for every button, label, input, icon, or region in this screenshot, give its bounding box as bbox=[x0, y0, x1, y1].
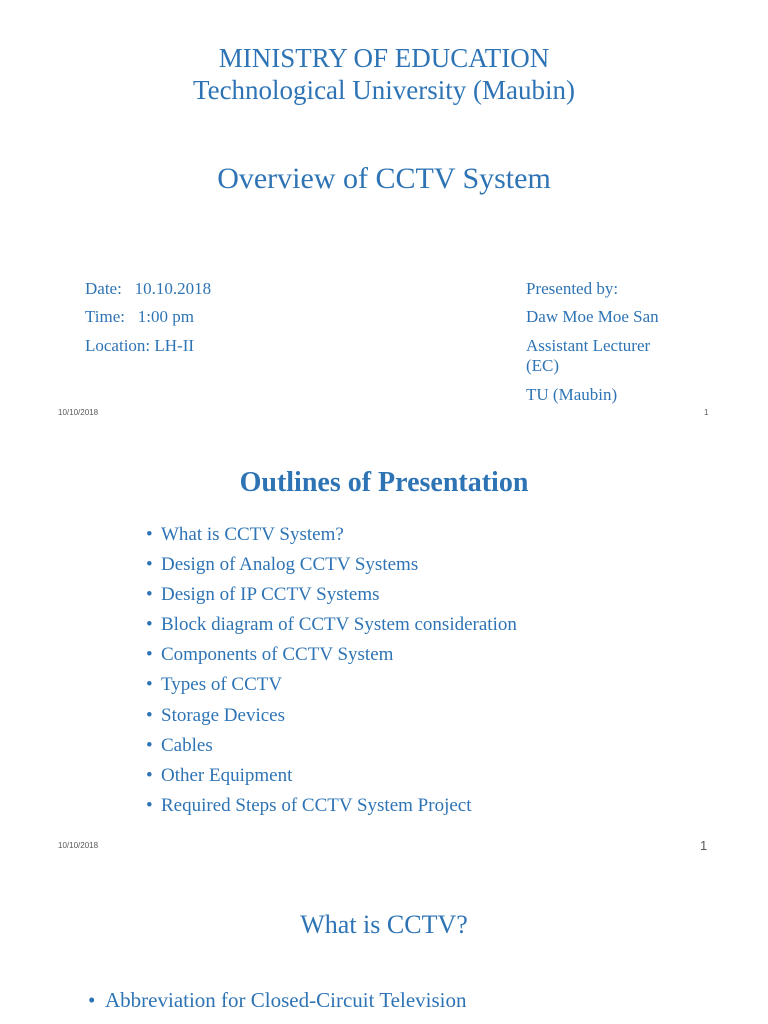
list-item-text: Block diagram of CCTV System consideration bbox=[161, 614, 517, 636]
list-item bbox=[146, 791, 517, 821]
list-item-text: What is CCTV System? bbox=[161, 524, 344, 545]
list-item bbox=[146, 701, 517, 731]
bullet-icon: • bbox=[146, 614, 153, 636]
list-item-text: Types of CCTV bbox=[161, 674, 283, 696]
presenter-department: (EC) bbox=[526, 356, 560, 375]
outline-list bbox=[146, 520, 517, 821]
list-item-text: Abbreviation for Closed-Circuit Television bbox=[105, 988, 467, 1012]
footer-date: 10/10/2018 bbox=[58, 408, 99, 417]
slide-title bbox=[0, 0, 768, 432]
footer-page-number: 1 bbox=[704, 408, 709, 417]
list-item-text: Other Equipment bbox=[161, 764, 293, 786]
list-item-text: Cables bbox=[161, 734, 213, 756]
list-item-text: Design of Analog CCTV Systems bbox=[161, 554, 419, 576]
presentation-title: Overview of CCTV System bbox=[217, 162, 551, 195]
bullet-icon: • bbox=[146, 524, 153, 545]
bullet-icon: • bbox=[146, 734, 153, 756]
list-item bbox=[88, 985, 467, 1015]
what-is-cctv-title: What is CCTV? bbox=[300, 910, 468, 939]
bullet-icon: • bbox=[146, 764, 153, 786]
location-line: Location: LH-II bbox=[85, 336, 195, 355]
outline-title: Outlines of Presentation bbox=[239, 467, 529, 498]
list-item bbox=[146, 550, 517, 580]
ministry-heading: MINISTRY OF EDUCATION bbox=[218, 43, 550, 73]
list-item-text: Storage Devices bbox=[161, 704, 285, 726]
bullet-icon: • bbox=[88, 988, 96, 1012]
time-line: Time: 1:00 pm bbox=[85, 307, 194, 326]
list-item bbox=[146, 731, 517, 761]
presented-by-label: Presented by: bbox=[526, 279, 619, 298]
list-item bbox=[146, 610, 517, 640]
bullet-icon: • bbox=[146, 584, 153, 606]
bullet-icon: • bbox=[146, 554, 153, 576]
presenter-role: Assistant Lecturer bbox=[526, 336, 651, 355]
slide-what-is-cctv bbox=[0, 864, 768, 1024]
university-heading: Technological University (Maubin) bbox=[192, 75, 575, 105]
list-item bbox=[146, 580, 517, 610]
list-item bbox=[146, 520, 517, 550]
bullet-icon: • bbox=[146, 644, 153, 666]
bullet-icon: • bbox=[146, 704, 153, 726]
footer-page-number: 1 bbox=[700, 838, 708, 853]
cctv-definition-list bbox=[88, 985, 467, 1015]
list-item bbox=[146, 670, 517, 700]
list-item-text: Design of IP CCTV Systems bbox=[161, 584, 380, 606]
bullet-icon: • bbox=[146, 674, 153, 696]
list-item bbox=[146, 640, 517, 670]
presenter-organization: TU (Maubin) bbox=[526, 385, 618, 404]
list-item-text: Components of CCTV System bbox=[161, 644, 394, 666]
list-item bbox=[146, 761, 517, 791]
presenter-name: Daw Moe Moe San bbox=[526, 307, 659, 326]
date-line: Date: 10.10.2018 bbox=[85, 279, 212, 298]
slide-outline bbox=[0, 432, 768, 864]
bullet-icon: • bbox=[146, 794, 153, 816]
footer-date: 10/10/2018 bbox=[58, 841, 99, 850]
list-item-text: Required Steps of CCTV System Project bbox=[161, 794, 472, 816]
